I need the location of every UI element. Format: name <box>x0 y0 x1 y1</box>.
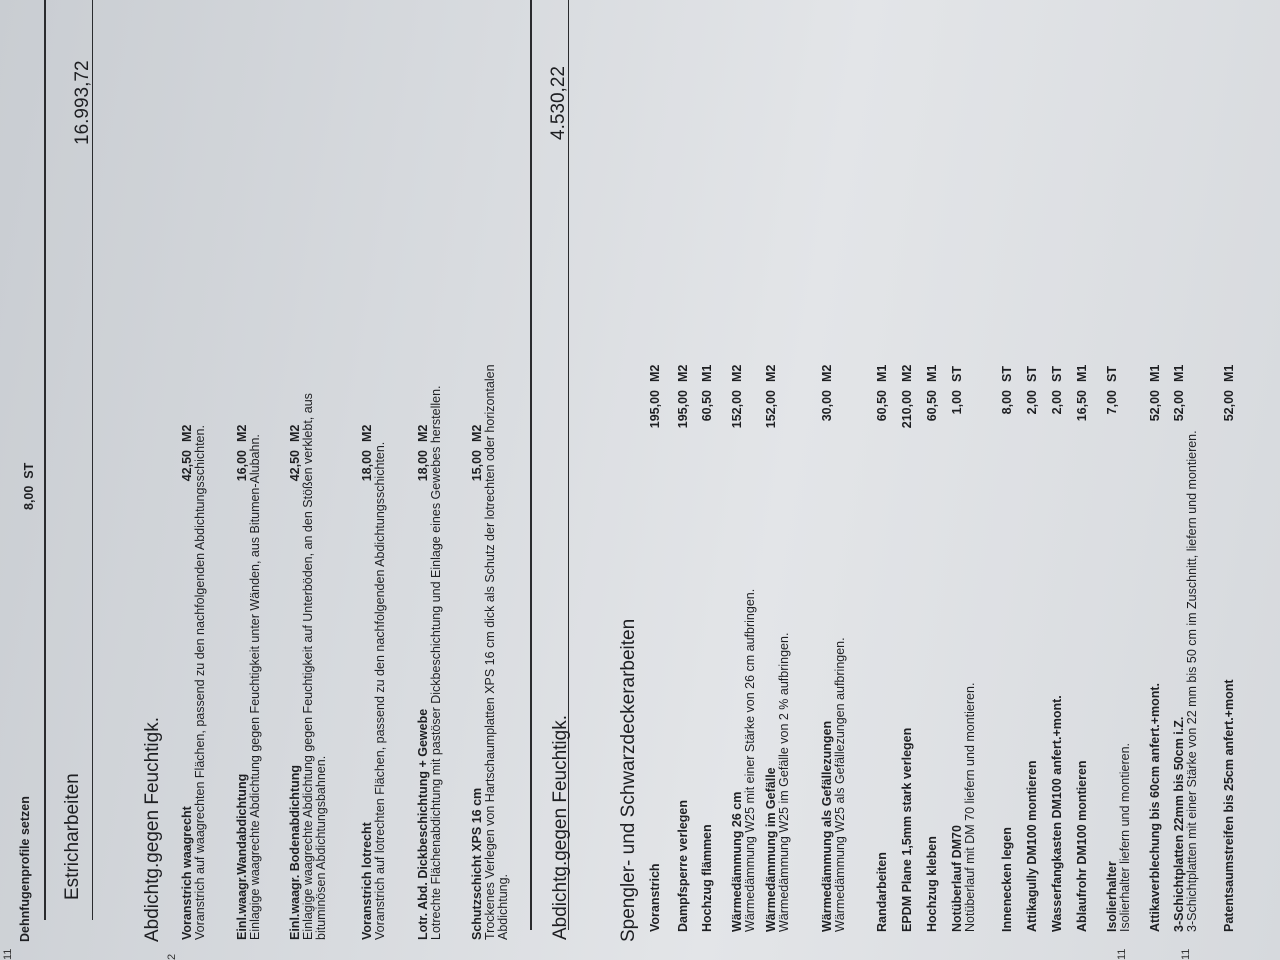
item-unit: ST <box>1025 366 1039 382</box>
item-unit: M2 <box>360 424 374 442</box>
item-unit: M2 <box>288 424 302 442</box>
item-name: Schutzschicht XPS 16 cm <box>470 787 484 940</box>
section-title-abdichtung: Abdichtg.gegen Feuchtigk. <box>550 715 571 940</box>
item-qty: 42,50 <box>288 450 302 482</box>
section-title-estrich: Estricharbeiten <box>62 773 83 900</box>
item-description: Einlagige waagrechte Abdichtung gegen Feuchtigkeit unter Wänden, aus Bitumen-Alubahn. <box>248 434 262 940</box>
item-name: Isolierhalter <box>1105 861 1119 932</box>
item-qty: 16,50 <box>1075 390 1089 422</box>
section-total-estrich: 16.993,72 <box>72 60 93 145</box>
item-name: Dampfsperre verlegen <box>676 799 690 932</box>
item-qty: 60,50 <box>875 390 889 422</box>
item-unit: M2 <box>900 364 914 382</box>
item-unit: M2 <box>676 364 690 382</box>
item-description: Voranstrich auf lotrechten Flächen, passend zu den nachfolgenden Abdichtungsschichten. <box>373 441 387 940</box>
item-unit: M2 <box>470 424 484 442</box>
item-unit: M2 <box>180 424 194 442</box>
item-name: Patentsaumstreifen bis 25cm anfert.+mont <box>1222 679 1236 932</box>
item-unit: M1 <box>875 364 889 382</box>
item-description: Einlagige waagrechte Abdichtung gegen Feuchtigkeit auf Unterböden, an den Stößen verklebt, aus <box>301 393 315 940</box>
item-name: Voranstrich lotrecht <box>360 822 374 940</box>
item-name: Wärmedämmung 26 cm <box>730 791 744 932</box>
item-name: Hochzug flämmen <box>700 824 714 932</box>
item-name: Einl.waagr.Wandabdichtung <box>235 773 249 940</box>
top-item-label: Dehnfugenprofile setzen <box>18 796 32 942</box>
margin-mark: 11 <box>2 948 14 960</box>
item-description: Wärmedämmung W25 im Gefälle von 2 % aufbringen. <box>777 632 791 932</box>
margin-mark: 2 <box>166 953 178 960</box>
item-name: Attikagully DM100 montieren <box>1025 760 1039 932</box>
item-unit: ST <box>1000 366 1014 382</box>
item-qty: 52,00 <box>1222 390 1236 422</box>
item-description: Abdichtung. <box>496 873 510 940</box>
item-qty: 152,00 <box>764 390 778 429</box>
item-description: Lotrechte Flächenabdichtung mit pastöser Dickbeschichtung und Einlage eines Gewebes herstellen. <box>429 385 443 940</box>
item-name: Wasserfangkasten DM100 anfert.+mont. <box>1050 695 1064 932</box>
heading-spengler: Spengler- und Schwarzdeckerarbeiten <box>618 618 639 942</box>
item-description: Isolierhalter liefern und montieren. <box>1118 743 1132 932</box>
item-qty: 152,00 <box>730 390 744 429</box>
item-name: Voranstrich waagrecht <box>180 806 194 940</box>
item-name: EPDM Plane 1,5mm stark verlegen <box>900 727 914 932</box>
item-name: Attikaverblechung bis 60cm anfert.+mont. <box>1148 682 1162 932</box>
item-description: 3-Schichtplatten mit einer Stärke von 22 mm bis 50 cm im Zuschnitt, liefern und montieren. <box>1185 430 1199 932</box>
item-unit: M1 <box>700 364 714 382</box>
item-name: Lotr. Abd. Dickbeschichtung + Gewebe <box>416 708 430 940</box>
item-unit: M1 <box>1148 364 1162 382</box>
item-unit: ST <box>950 366 964 382</box>
item-unit: M1 <box>1172 364 1186 382</box>
item-qty: 30,00 <box>820 390 834 422</box>
item-unit: M1 <box>1222 364 1236 382</box>
item-unit: ST <box>1105 366 1119 382</box>
item-unit: M2 <box>730 364 744 382</box>
item-qty: 18,00 <box>360 450 374 482</box>
item-name: Wärmedämmung als Gefällezungen <box>820 720 834 932</box>
item-name: Ablaufrohr DM100 montieren <box>1075 760 1089 932</box>
margin-mark: 11 <box>1116 948 1128 960</box>
item-qty: 1,00 <box>950 390 964 415</box>
item-name: Notüberlauf DM70 <box>950 825 964 932</box>
item-unit: M2 <box>416 424 430 442</box>
item-qty: 195,00 <box>676 390 690 429</box>
item-qty: 2,00 <box>1050 390 1064 415</box>
item-description: Notüberlauf mit DM 70 liefern und montieren. <box>963 682 977 932</box>
item-name: Innenecken legen <box>1000 827 1014 932</box>
section-rule-top <box>44 0 46 920</box>
item-unit: M1 <box>925 364 939 382</box>
item-description: bituminösen Abdichtungsbahnen. <box>314 755 328 940</box>
item-name: Einl.waagr. Bodenabdichtung <box>288 764 302 940</box>
top-item-qty: 8,00 ST <box>22 462 36 510</box>
item-unit: ST <box>1050 366 1064 382</box>
heading-abdichtung: Abdichtg.gegen Feuchtigk. <box>142 717 163 942</box>
item-name: Randarbeiten <box>875 852 889 932</box>
item-qty: 210,00 <box>900 390 914 429</box>
item-qty: 60,50 <box>700 390 714 422</box>
item-qty: 42,50 <box>180 450 194 482</box>
item-qty: 60,50 <box>925 390 939 422</box>
item-qty: 2,00 <box>1025 390 1039 415</box>
item-unit: M2 <box>235 424 249 442</box>
item-unit: M2 <box>648 364 662 382</box>
item-description: Wärmedämmung W25 mit einer Stärke von 26 cm aufbringen. <box>743 588 757 932</box>
item-description: Voranstrich auf waagrechten Flächen, passend zu den nachfolgenden Abdichtungsschichten. <box>193 425 207 940</box>
section-total-abdichtung: 4.530,22 <box>548 66 569 140</box>
item-name: Wärmedämmung im Gefälle <box>764 767 778 932</box>
item-qty: 8,00 <box>1000 390 1014 415</box>
item-qty: 18,00 <box>416 450 430 482</box>
item-qty: 7,00 <box>1105 390 1119 415</box>
item-qty: 15,00 <box>470 450 484 482</box>
item-description: Trockenes Verlegen von Hartschaumplatten XPS 16 cm dick als Schutz der lotrechten oder horizontalen <box>483 364 497 940</box>
item-unit: M2 <box>820 364 834 382</box>
item-name: Hochzug kleben <box>925 836 939 932</box>
item-qty: 52,00 <box>1172 390 1186 422</box>
item-qty: 195,00 <box>648 390 662 429</box>
item-unit: M1 <box>1075 364 1089 382</box>
margin-mark: 11 <box>1180 948 1192 960</box>
item-qty: 16,00 <box>235 450 249 482</box>
item-name: Voranstrich <box>648 863 662 932</box>
section2-rule-top <box>530 0 532 930</box>
item-name: 3-Schichtplatten 22mm bis 50cm i.Z. <box>1172 716 1186 932</box>
item-qty: 52,00 <box>1148 390 1162 422</box>
item-unit: M2 <box>764 364 778 382</box>
item-description: Wärmedämmung W25 als Gefällezungen aufbringen. <box>833 637 847 932</box>
